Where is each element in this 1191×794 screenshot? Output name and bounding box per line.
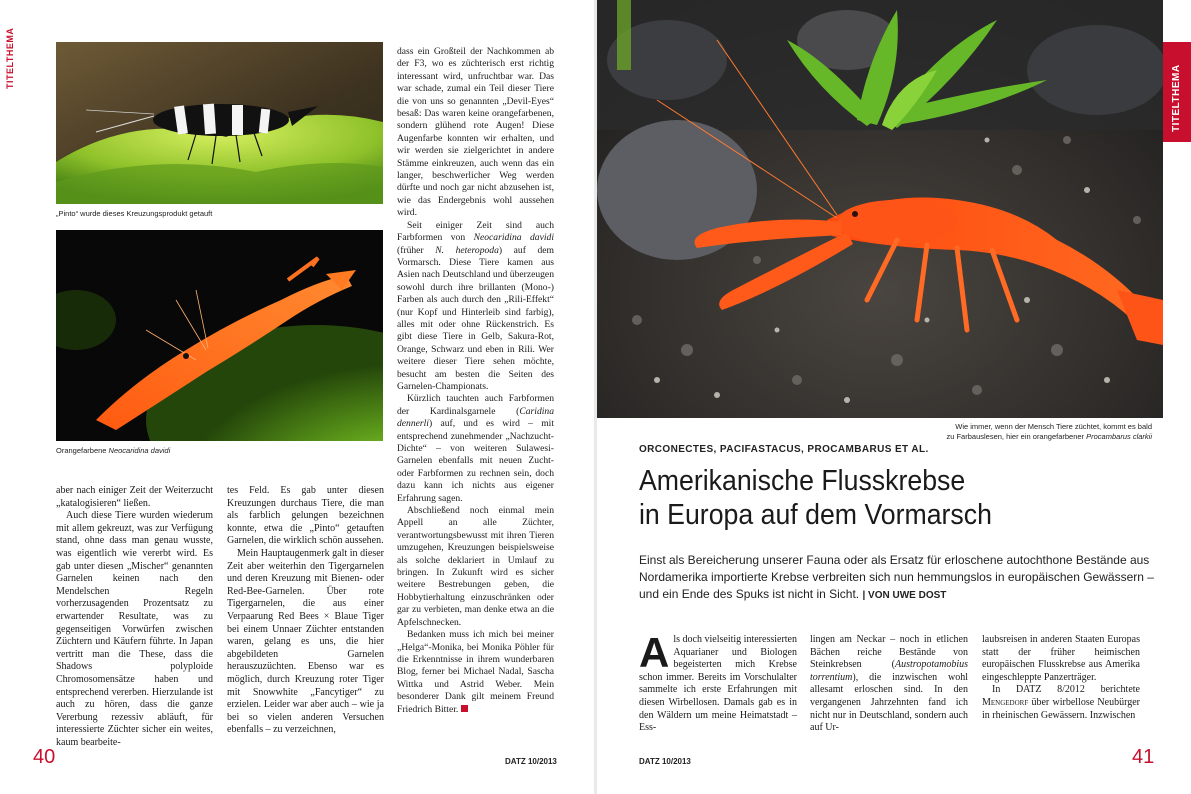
caption-procambarus	[937, 422, 1152, 442]
paragraph: Als doch vielseitig interessierten Aquarianer und Biologen begeisterten mich Krebse schon immer. Bereits im Vorschulalter sammelte ich erste Erfahrungen mit diesen Wirbellosen. Damals gab es in den Wäldern um meine Heimatstadt – Ess-	[639, 629, 797, 734]
byline: | VON UWE DOST	[862, 590, 947, 601]
left-column-1	[56, 485, 213, 749]
right-page	[597, 0, 1191, 794]
photo-pinto-shrimp	[56, 42, 383, 204]
right-column-1	[639, 629, 797, 735]
paragraph: lingen am Neckar – noch in etlichen Bächen reiche Bestände von Steinkrebsen (Austropotamobius torrentium), die inzwischen wohl allesamt erloschen sind. In den vergangenen Jahrzehnten fand ich nicht nur in Deutschland, sondern auch auf Ur-	[810, 634, 968, 734]
caption-orange-neocaridina	[56, 446, 383, 456]
section-tab-left	[0, 27, 22, 94]
paragraph: dass ein Großteil der Nachkommen ab der F3, wo es züchterisch erst richtig interessant wird, unfruchtbar war. Das war schade, zumal ein Teil dieser Tiere die von uns so genannten „Devil-Eyes“ besaß: Das waren keine orangefarbenen, sondern glühend rote Augen! Diese Augenfarbe konnten wir erhalten, und wir werden sie zielgerichtet in andere Stämme einkreuzen, auch wenn das ein langer, beschwerlicher Weg werden dürfte und noch gar nicht abzusehen ist, wie das Endergebnis wohl aussehen wird.	[397, 46, 554, 219]
species-name: Caridina dennerli	[397, 405, 554, 430]
right-column-3	[982, 634, 1140, 722]
paragraph: Mein Hauptaugenmerk galt in dieser Zeit aber weiterhin den Tigergarnelen und deren Kreuzung mit Bienen- oder Red-Bee-Garnelen. Über rote Tigergarnelen, die aus einer Verpaarung Red Bees × Blaue Tiger bei einem Unnaer Züchter entstanden waren, gelang es uns, die hier abgebildeten Garnelen herauszuzüchten. Ebenso war es möglich, durch Kreuzung roter Tiger mit Snowwhite „Fancytiger“ zu erzielen. Leider war aber auch – wie ja bei so vielen anderen Versuchen ebenfalls – zu verzeichnen,	[227, 547, 384, 736]
photo-procambarus-clarkii	[597, 0, 1163, 418]
section-tab-label: TITELTHEMA	[1171, 64, 1182, 132]
drop-cap: A	[639, 629, 670, 676]
article-lead	[639, 552, 1159, 604]
species-name: Austropotamobius torrentium	[810, 659, 968, 683]
running-footer-left: DATZ 10/2013	[505, 757, 557, 766]
caption-species: Neocaridina davidi	[108, 446, 171, 455]
caption-text: Orangefarbene	[56, 446, 109, 455]
caption-line: zu Farbauslesen, hier ein orangefarbener	[946, 432, 1087, 441]
species-name: Neocaridina davidi	[473, 232, 554, 244]
running-footer-right: DATZ 10/2013	[639, 757, 691, 766]
paragraph: In DATZ 8/2012 berichtete Mengedorf über wirbellose Neubürger in rheinischen Gewässern. Inzwischen	[982, 684, 1140, 721]
article-headline	[639, 464, 1127, 532]
section-tab-label: TITELTHEMA	[5, 27, 15, 89]
species-name: N. heteropoda	[435, 244, 499, 256]
lead-text: Einst als Bereicherung unserer Fauna oder als Ersatz für erloschene autochthone Bestände aus Nordamerika importierte Krebse verbreiten sich nun hemmungslos in europäischen Gewässern – und ein Ende des Spuks ist nicht in Sicht.	[639, 553, 1154, 601]
caption-line: Wie immer, wenn der Mensch Tiere züchtet, kommt es bald	[955, 422, 1152, 431]
caption-pinto: „Pinto“ wurde dieses Kreuzungsprodukt getauft	[56, 209, 213, 218]
author-name: Mengedorf	[982, 696, 1029, 708]
left-column-3	[397, 46, 554, 716]
paragraph: laubsreisen in anderen Staaten Europas statt der früher heimischen europäischen Flusskrebse aus Amerika eingeschleppte Panzerträger.	[982, 634, 1140, 683]
paragraph: Auch diese Tiere wurden wiederum mit allem gekreuzt, was zur Verfügung stand, ohne dass man genau wusste, was eigentlich wie vererbt wird. Es gab unter diesen „Mischer“ genannten Garnelen keinen nach den Mendelschen Regeln vorherzusagenden Prozentsatz zu erwartender Resultate, was zu gegenseitigen Vorwürfen zwischen Züchtern und Käufern führte. In Japan vertritt man die These, dass die Shadows polyploide Chromosomensätze haben und entsprechend vererben. Hierzulande ist auch zu hören, dass die ganze Vererbung rezessiv abläuft, für interessierte Züchter sicher ein weites, kaum bearbeite-	[56, 510, 213, 748]
paragraph: tes Feld. Es gab unter diesen Kreuzungen durchaus Tiere, die man als farblich gelungen bezeichnen konnte, etwa die „Pinto“ getauften Garnelen, die wirklich schön aussehen.	[227, 485, 384, 547]
paragraph: Bedanken muss ich mich bei meiner „Helga“-Monika, bei Monika Pöhler für die Erkenntnisse in ihrem wunderbaren Blog, ferner bei Michael Nadal, Sascha Wittka und Astrid Weber. Mein besonderer Dank gilt meinem Freund Friedrich Bitter.	[397, 629, 554, 715]
section-tab-right	[1163, 42, 1191, 142]
left-page	[0, 0, 594, 794]
end-mark-icon	[461, 705, 468, 712]
headline-line-2: in Europa auf dem Vormarsch	[639, 499, 992, 531]
caption-species: Procambarus clarkii	[1086, 432, 1152, 441]
paragraph: Abschließend noch einmal mein Appell an alle Züchter, verantwortungsbewusst mit ihren Tieren umzugehen, Kreuzungen beispielsweise als solche deklariert in Umlauf zu bringen. In Zukunft wird es sicher weitere Bestrebungen geben, die Hobbytierhaltung einzuschränken oder gar zu verbieten, man denke etwa an die Apfelschnecken.	[397, 505, 554, 628]
page-number-right: 41	[1132, 746, 1155, 768]
paragraph: Kürzlich tauchten auch Farbformen der Kardinalsgarnele (Caridina dennerli) auf, und es wird – mit entsprechend zunehmender „Nachzucht-Dichte“ – von weiteren Sulawesi-Garnelen ebenfalls mit neuen Zucht- oder Farbformen zu rechnen sein, doch dazu kann ich nichts aus eigener Erfahrung sagen.	[397, 393, 554, 504]
page-number-left: 40	[33, 746, 56, 768]
left-column-2	[227, 485, 384, 737]
right-column-2	[810, 634, 968, 735]
paragraph: aber nach einiger Zeit der Weiterzucht „katalogisieren“ ließen.	[56, 485, 213, 509]
article-kicker: ORCONECTES, PACIFASTACUS, PROCAMBARUS ET AL.	[639, 444, 929, 455]
headline-line-1: Amerikanische Flusskrebse	[639, 465, 966, 497]
photo-orange-neocaridina	[56, 230, 383, 441]
paragraph: Seit einiger Zeit sind auch Farbformen von Neocaridina davidi (früher N. heteropoda) auf dem Vormarsch. Diese Tiere kamen aus Asien nach Deutschland und überzeugen sowohl durch ihre brillanten (Mono-) Farben als auch durch den „Rili-Effekt“ (nur Kopf und Hinterleib sind farbig), alles mit oder ohne Rückenstrich. Es gibt diese Tiere in Gelb, Sakura-Rot, Orange, Schwarz und eben in Rili. Wer weitere dieser Tiere sehen möchte, besucht am besten die Seiten des Garnelen-Championats.	[397, 219, 554, 392]
